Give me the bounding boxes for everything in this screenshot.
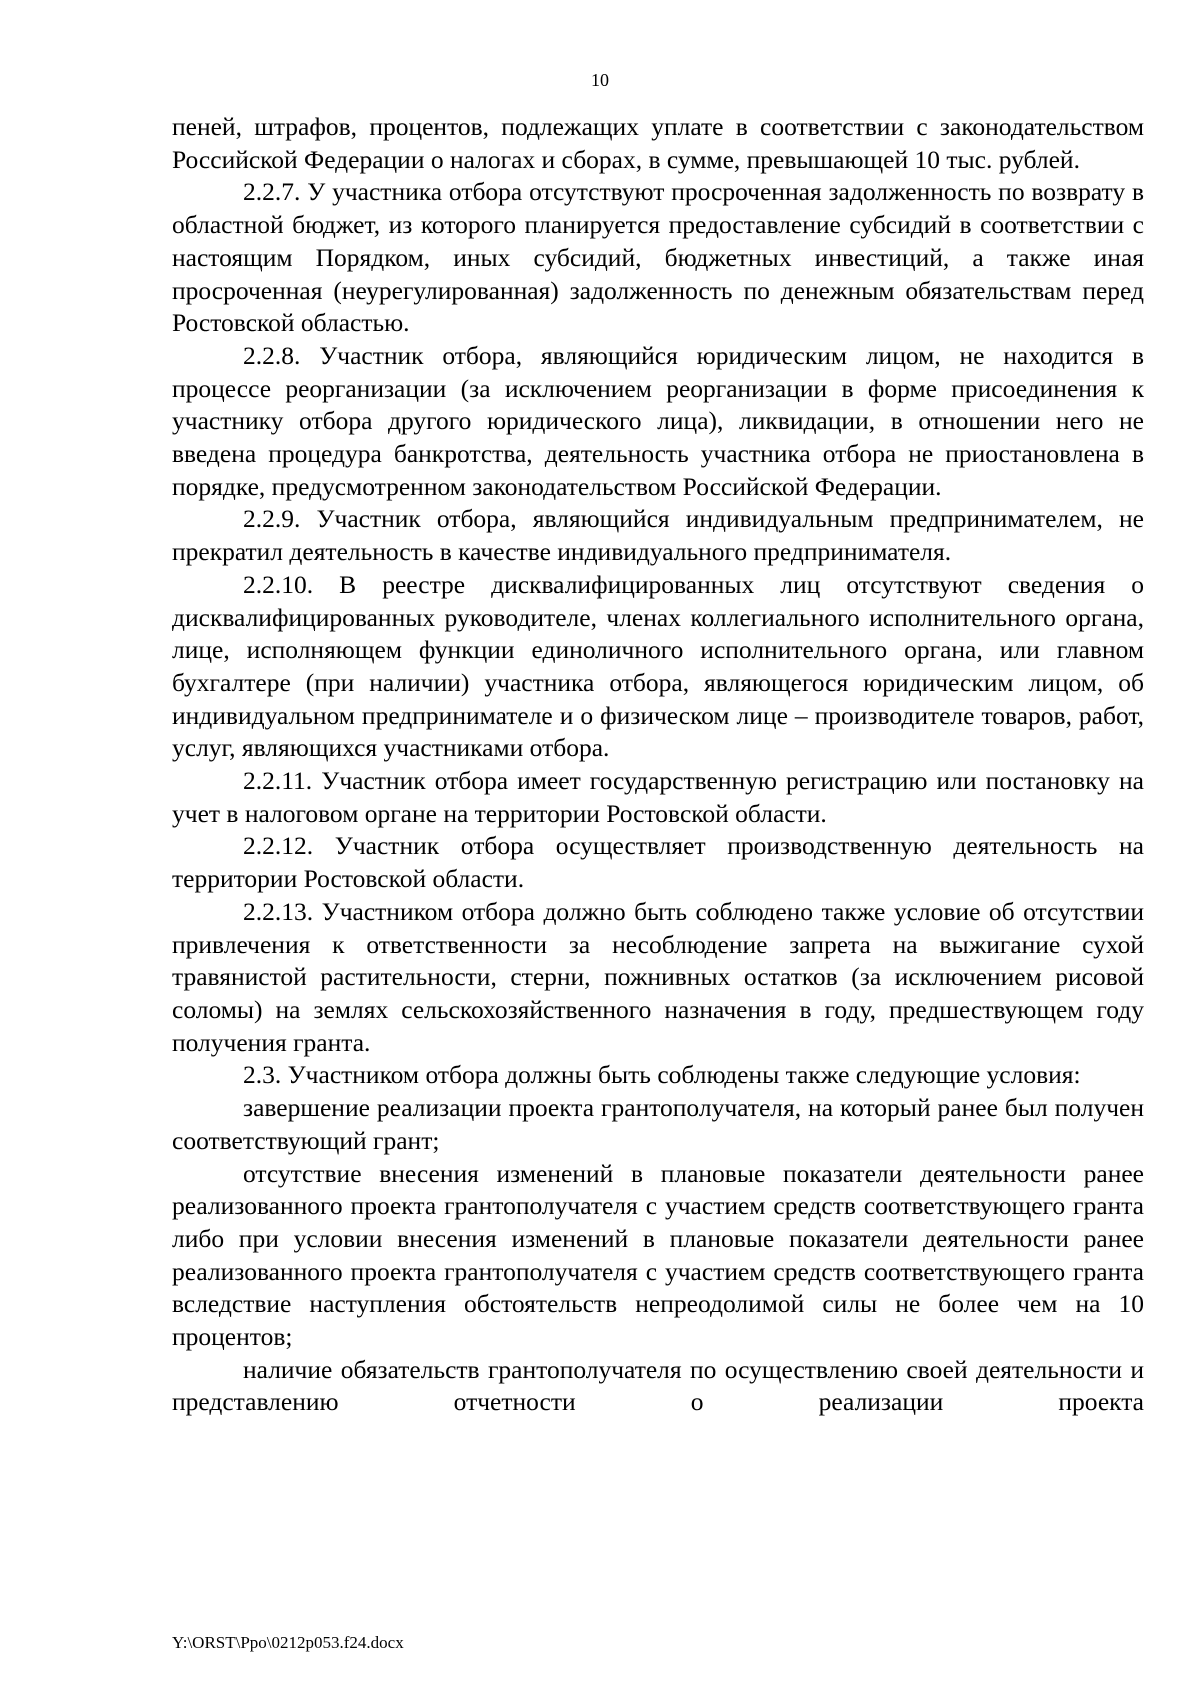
paragraph-continuation: пеней, штрафов, процентов, подлежащих уплате в соответствии с законодательством Российской Федерации о налогах и сборах, в сумме, превышающей 10 тыс. рублей.: [172, 112, 1144, 174]
paragraph-2-2-13: 2.2.13. Участником отбора должно быть соблюдено также условие об отсутствии привлечения к ответственности за несоблюдение запрета на выжигание сухой травянистой растительности, стерни, пожнивных остатков (за исключением рисовой соломы) на землях сельскохозяйственного назначения в году, предшествующем году получения гранта.: [172, 896, 1144, 1057]
paragraph-2-2-11: 2.2.11. Участник отбора имеет государственную регистрацию или постановку на учет в налоговом органе на территории Ростовской области.: [172, 766, 1144, 828]
paragraph-2-2-8: 2.2.8. Участник отбора, являющийся юридическим лицом, не находится в процессе реорганизации (за исключением реорганизации в форме присоединения к участнику отбора другого юридического лица), ликвидации, в отношении него не введена процедура банкротства, деятельность участника отбора не приостановлена в порядке, предусмотренном законодательством Российской Федерации.: [172, 340, 1144, 501]
page-number: 10: [591, 70, 609, 90]
paragraph-2-2-10: 2.2.10. В реестре дисквалифицированных лиц отсутствуют сведения о дисквалифицированных руководителе, членах коллегиального исполнительного органа, лице, исполняющем функции единоличного исполнительного органа, или главном бухгалтере (при наличии) участника отбора, являющегося юридическим лицом, об индивидуальном предпринимателе и о физическом лице – производителе товаров, работ, услуг, являющихся участниками отбора.: [172, 569, 1144, 763]
condition-item-1: завершение реализации проекта грантополучателя, на который ранее был получен соответствующий грант;: [172, 1093, 1144, 1155]
footer-file-path: Y:\ORST\Ppo\0212p053.f24.docx: [172, 1633, 404, 1652]
paragraph-2-3: 2.3. Участником отбора должны быть соблюдены также следующие условия:: [243, 1060, 1081, 1090]
condition-item-3: наличие обязательств грантополучателя по осуществлению своей деятельности и представлению отчетности о реализации проекта: [172, 1354, 1144, 1417]
paragraph-2-2-12: 2.2.12. Участник отбора осуществляет производственную деятельность на территории Ростовской области.: [172, 831, 1144, 894]
document-body: [172, 111, 1144, 1419]
condition-item-2: отсутствие внесения изменений в плановые показатели деятельности ранее реализованного проекта грантополучателя с участием средств соответствующего гранта либо при условии внесения изменений в плановые показатели деятельности ранее реализованного проекта грантополучателя с участием средств соответствующего гранта вследствие наступления обстоятельств непреодолимой силы не более чем на 10 процентов;: [172, 1158, 1144, 1352]
paragraph-2-2-7: 2.2.7. У участника отбора отсутствуют просроченная задолженность по возврату в областной бюджет, из которого планируется предоставление субсидий в соответствии с настоящим Порядком, иных субсидий, бюджетных инвестиций, а также иная просроченная (неурегулированная) задолженность по денежным обязательствам перед Ростовской областью.: [172, 177, 1144, 338]
paragraph-2-2-9: 2.2.9. Участник отбора, являющийся индивидуальным предпринимателем, не прекратил деятельность в качестве индивидуального предпринимателя.: [172, 504, 1144, 567]
